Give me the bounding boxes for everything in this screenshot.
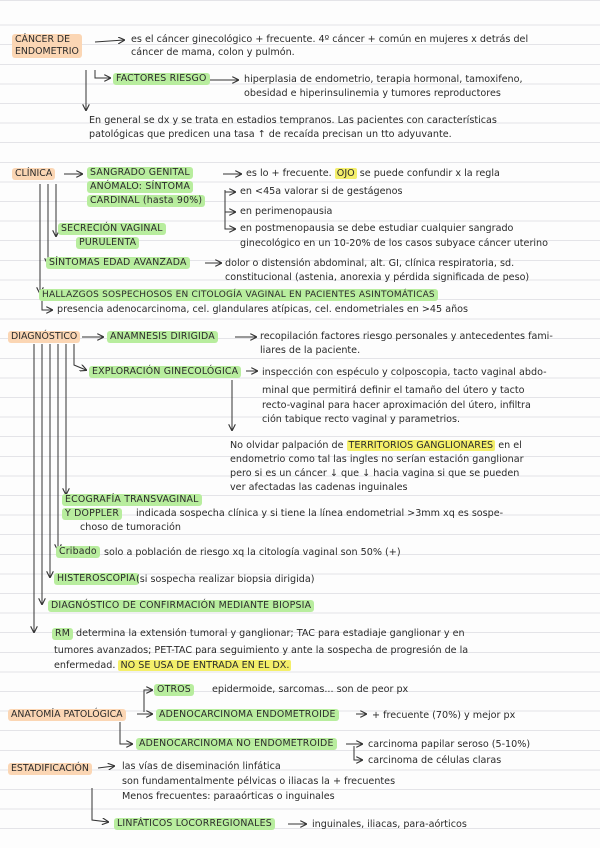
exploracion-line4: ción tabique recto vaginal y parametrios. <box>262 414 461 425</box>
olvidar-a: No olvidar palpación de <box>230 440 344 451</box>
olvidar-line4: ver afectadas las cadenas inguinales <box>230 482 408 493</box>
rm-label: RM <box>52 628 73 640</box>
exploracion-label: EXPLORACIÓN GINECOLÓGICA <box>89 366 241 378</box>
ecografia-line1: ECOGRAFÍA TRANSVAGINAL <box>62 494 202 506</box>
sangrado-desc <box>246 167 500 180</box>
section-title-anatomia: ANATOMÍA PATOLÓGICA <box>8 709 126 721</box>
section-title-clinica: CLÍNICA <box>12 168 55 180</box>
sangrado-desc-b: se puede confundir x la regla <box>359 168 500 179</box>
histeroscopia-label: HISTEROSCOPIA <box>54 573 139 585</box>
secrecion-line2: PURULENTA <box>76 237 139 249</box>
section-title-diagnostico: DIAGNÓSTICO <box>8 331 80 343</box>
rm-line2: tumores avanzados; PET-TAC para seguimiento y ante la sospecha de progresión de la <box>54 645 469 656</box>
rm-line3 <box>54 659 291 672</box>
ecografia-desc-2: choso de tumoración <box>80 522 181 533</box>
estadificacion-line1: las vías de diseminación linfática <box>122 761 281 772</box>
anamnesis-line1: recopilación factores riesgo personales y antecedentes fami- <box>260 331 553 342</box>
no-entrada-highlight: NO SE USA DE ENTRADA EN EL DX. <box>120 660 290 671</box>
rm-line3-text: enfermedad. <box>54 660 116 671</box>
ecografia-line2: Y DOPPLER <box>62 508 122 520</box>
edad-line2: en perimenopausia <box>240 206 333 217</box>
no-endometrioide-label: ADENOCARCINOMA NO ENDOMETROIDE <box>136 738 337 750</box>
anamnesis-line2: liares de la paciente. <box>260 345 361 356</box>
histeroscopia-desc: (si sospecha realizar biopsia dirigida) <box>136 574 315 585</box>
edad-line1: en <45a valorar si de gestágenos <box>240 186 403 197</box>
factores-line2: obesidad e hiperinsulinemia y tumores reproductores <box>244 88 501 99</box>
sintomas-line1: dolor o distensión abdominal, alt. GI, clínica respiratoria, sd. <box>225 258 515 269</box>
cribado-label: Cribado <box>56 546 100 558</box>
section-title-cancer <box>12 34 82 58</box>
endometrioide-desc: + frecuente (70%) y mejor px <box>372 710 516 721</box>
hallazgos-label: HALLAZGOS SOSPECHOSOS EN CITOLOGÍA VAGINAL EN PACIENTES ASINTOMÁTICAS <box>39 289 438 301</box>
cancer-line1: es el cáncer ginecológico + frecuente. 4º cáncer + común en mujeres x detrás del <box>131 34 529 45</box>
edad-line4: ginecológico en un 10-20% de los casos subyace cáncer uterino <box>240 238 549 249</box>
ojo-highlight: OJO <box>336 168 355 179</box>
cancer-line2: cáncer de mama, colon y pulmón. <box>131 47 295 58</box>
secrecion-line1: SECRECIÓN VAGINAL <box>58 223 166 235</box>
hallazgos-desc: presencia adenocarcinoma, cel. glandulares atípicas, cel. endometriales en >45 años <box>57 304 469 315</box>
olvidar-line1 <box>230 439 522 452</box>
sintomas-line2: constitucional (astenia, anorexia y pérdida significada de peso) <box>225 272 530 283</box>
exploracion-line2: minal que permitirá definir el tamaño del útero y tacto <box>262 385 525 396</box>
territorios-highlight: TERRITORIOS GANGLIONARES <box>348 440 494 451</box>
factores-riesgo-label: FACTORES RIESGO <box>113 73 210 85</box>
claras-desc: carcinoma de células claras <box>368 755 502 766</box>
rm-line1: determina la extensión tumoral y ganglionar; TAC para estadiaje ganglionar y en <box>76 628 465 639</box>
otros-desc: epidermoide, sarcomas... son de peor px <box>212 684 409 695</box>
section-title-cancer-line2: ENDOMETRIO <box>15 46 79 57</box>
olvidar-line3: pero si es un cáncer ↓ que ↓ hacia vagina si que se pueden <box>230 468 520 479</box>
general-line1: En general se dx y se trata en estadios tempranos. Las pacientes con características <box>89 115 497 126</box>
sangrado-line2: ANÓMALO: SÍNTOMA <box>87 181 193 193</box>
section-title-cancer-line1: CÁNCER DE <box>15 34 71 45</box>
estadificacion-line3: Menos frecuentes: paraaórticas o inguinales <box>122 791 335 802</box>
otros-label: OTROS <box>154 684 194 696</box>
exploracion-line1: inspección con espéculo y colposcopia, tacto vaginal abdo- <box>262 367 547 378</box>
olvidar-b: en el <box>498 440 522 451</box>
factores-line1: hiperplasia de endometrio, terapia hormonal, tamoxifeno, <box>244 74 523 85</box>
linfaticos-desc: inguinales, iliacas, para-aórticos <box>312 819 467 830</box>
linfaticos-label: LINFÁTICOS LOCORREGIONALES <box>114 818 275 830</box>
sangrado-line1: SANGRADO GENITAL <box>87 167 193 179</box>
seroso-desc: carcinoma papilar seroso (5-10%) <box>368 739 531 750</box>
sangrado-line3: CARDINAL (hasta 90%) <box>87 195 205 207</box>
olvidar-line2: endometrio como tal las ingles no serían estación ganglionar <box>230 454 524 465</box>
sangrado-desc-a: es lo + frecuente. <box>246 168 332 179</box>
edad-line3: en postmenopausia se debe estudiar cualquier sangrado <box>240 223 514 234</box>
anamnesis-label: ANAMNESIS DIRIGIDA <box>107 331 218 343</box>
exploracion-line3: recto-vaginal para hacer aproximación del útero, infiltra <box>262 400 531 411</box>
general-line2: patológicas que predicen una tasa ↑ de recaída precisan un tto adyuvante. <box>89 129 452 140</box>
endometrioide-label: ADENOCARCINOMA ENDOMETROIDE <box>156 709 339 721</box>
sintomas-label: SÍNTOMAS EDAD AVANZADA <box>46 257 190 269</box>
confirmacion-label: DIAGNÓSTICO DE CONFIRMACIÓN MEDIANTE BIOPSIA <box>48 600 314 612</box>
ecografia-desc: indicada sospecha clínica y si tiene la línea endometrial >3mm xq es sospe- <box>136 508 504 519</box>
section-title-estadificacion: ESTADIFICACIÓN <box>8 763 92 775</box>
estadificacion-line2: son fundamentalmente pélvicas o iliacas la + frecuentes <box>122 776 396 787</box>
cribado-desc: solo a población de riesgo xq la citología vaginal son 50% (+) <box>104 547 401 558</box>
